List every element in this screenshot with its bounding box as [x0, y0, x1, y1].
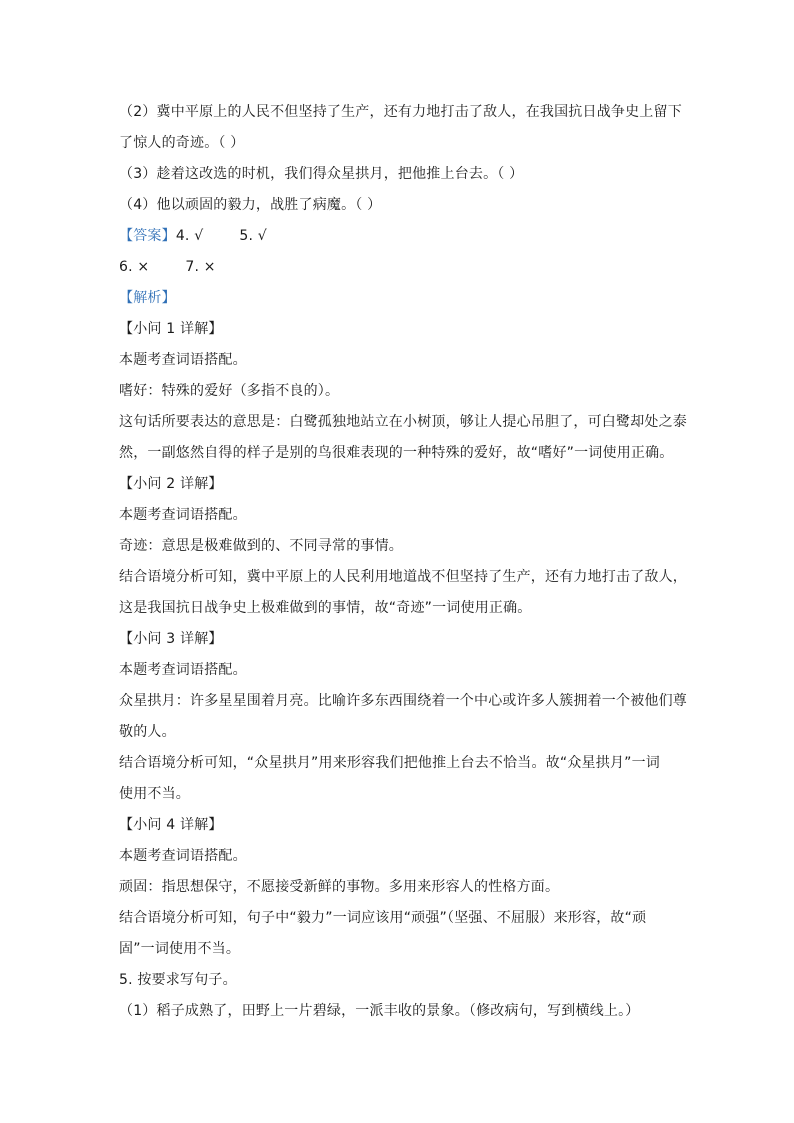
section-4-line-3: 结合语境分析可知，句子中“毅力”一词应该用“顽强”（坚强、不屈服）来形容，故“顽 — [119, 910, 647, 926]
answer-5: 5. √ — [239, 228, 267, 244]
section-1-line-3: 这句话所要表达的意思是：白鹭孤独地站立在小树顶，够让人提心吊胆了，可白鹭却处之泰 — [119, 414, 687, 430]
section-1-title: 【小问 1 详解】 — [119, 321, 223, 337]
section-1-line-2: 嗜好：特殊的爱好（多指不良的）。 — [119, 383, 340, 399]
section-2-line-4: 这是我国抗日战争史上极难做到的事情，故“奇迹”一词使用正确。 — [119, 600, 532, 616]
section-3-line-1: 本题考查词语搭配。 — [119, 662, 247, 678]
document-page — [119, 97, 687, 1027]
section-2-line-3: 结合语境分析可知，冀中平原上的人民利用地道战不但坚持了生产，还有力地打击了敌人， — [119, 569, 687, 585]
answer-line-1 — [119, 221, 679, 252]
section-4-line-4: 固”一词使用不当。 — [119, 941, 241, 957]
question-5-title: 5. 按要求写句子。 — [119, 972, 237, 988]
answer-line-2 — [119, 252, 679, 283]
analysis-label: 【解析】 — [119, 290, 176, 306]
answer-6: 6. × — [119, 259, 150, 275]
section-3-line-5: 使用不当。 — [119, 786, 190, 802]
section-1-line-1: 本题考查词语搭配。 — [119, 352, 247, 368]
question-4: （4）他以顽固的毅力，战胜了病魔。（ ） — [119, 197, 382, 213]
question-2-line-1: （2）冀中平原上的人民不但坚持了生产，还有力地打击了敌人，在我国抗日战争史上留下 — [119, 104, 682, 120]
section-3-line-3: 敬的人。 — [119, 724, 176, 740]
section-4-line-1: 本题考查词语搭配。 — [119, 848, 247, 864]
section-4-line-2: 顽固：指思想保守，不愿接受新鲜的事物。多用来形容人的性格方面。 — [119, 879, 560, 895]
section-2-line-1: 本题考查词语搭配。 — [119, 507, 247, 523]
section-3-line-4: 结合语境分析可知，“众星拱月”用来形容我们把他推上台去不恰当。故“众星拱月”一词 — [119, 755, 661, 771]
question-5-item-1: （1）稻子成熟了，田野上一片碧绿，一派丰收的景象。（修改病句，写到横线上。） — [119, 1003, 640, 1019]
question-2-line-2: 了惊人的奇迹。（ ） — [119, 135, 245, 151]
answer-label: 【答案】 — [119, 228, 176, 244]
section-2-title: 【小问 2 详解】 — [119, 476, 223, 492]
section-3-title: 【小问 3 详解】 — [119, 631, 223, 647]
section-1-line-4: 然，一副悠然自得的样子是别的鸟很难表现的一种特殊的爱好，故“嗜好”一词使用正确。 — [119, 445, 674, 461]
section-3-line-2: 众星拱月：许多星星围着月亮。比喻许多东西围绕着一个中心或许多人簇拥着一个被他们尊 — [119, 693, 687, 709]
question-3: （3）趁着这改选的时机，我们得众星拱月，把他推上台去。（ ） — [119, 166, 524, 182]
answer-7: 7. × — [185, 259, 216, 275]
section-4-title: 【小问 4 详解】 — [119, 817, 223, 833]
answer-4: 4. √ — [175, 228, 204, 244]
section-2-line-2: 奇迹：意思是极难做到的、不同寻常的事情。 — [119, 538, 403, 554]
